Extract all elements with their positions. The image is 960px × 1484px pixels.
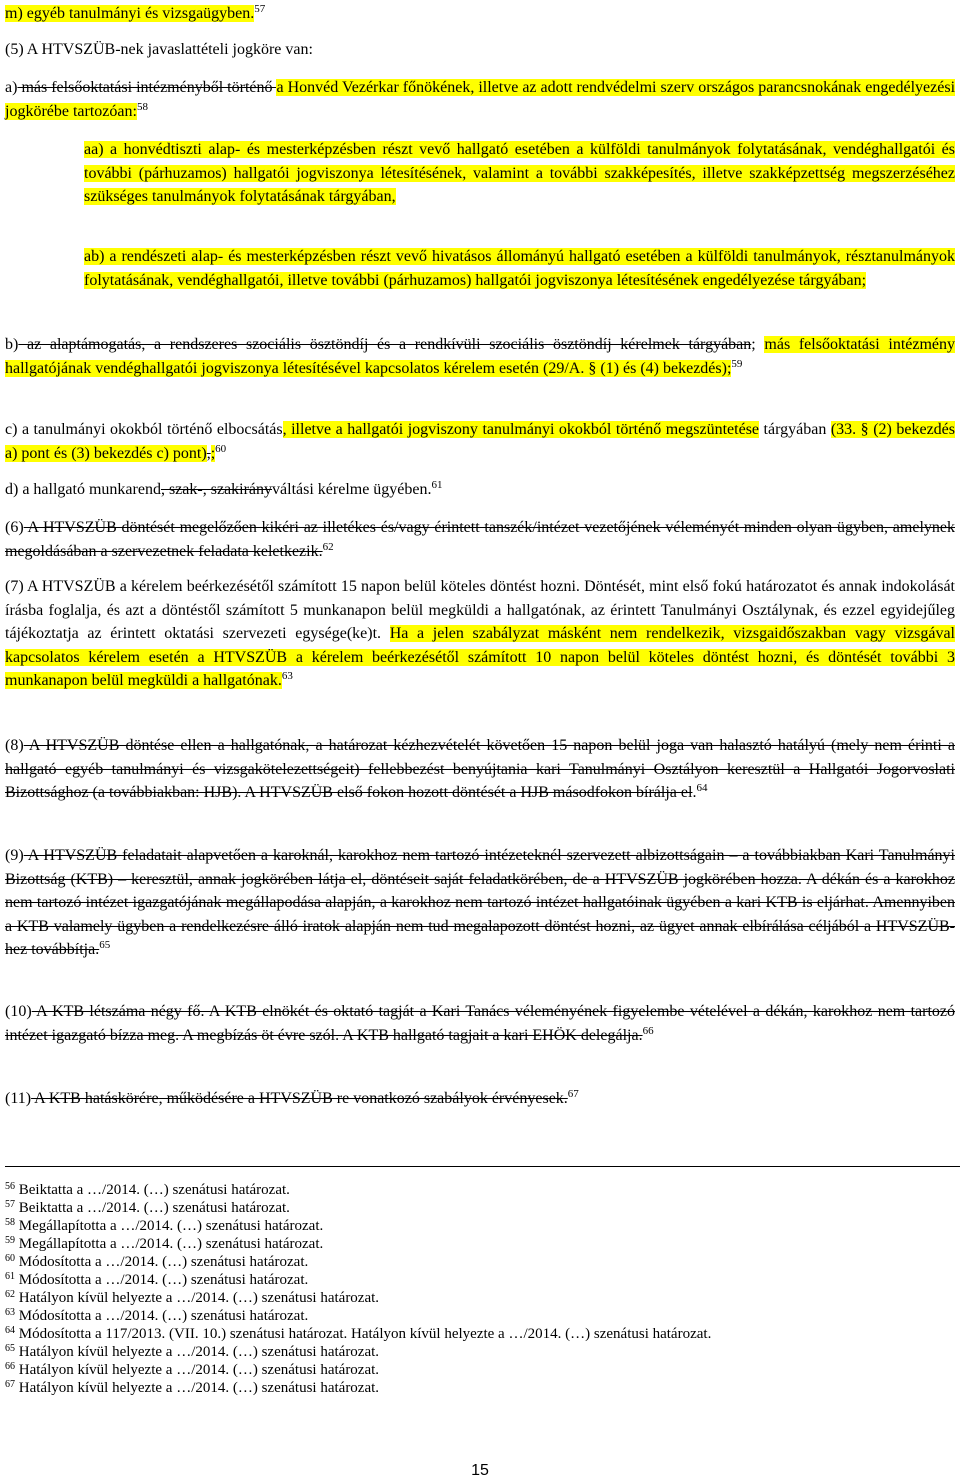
footnote-item: $^{60}$ Módosította a …/2014. (…) szenátusi határozat. [5,1253,309,1270]
paragraph-aa [84,138,955,209]
paragraph-10: (10) A KTB létszáma négy fő. A KTB elnökét és oktató tagját a Kari Tanács véleményének figyelembe vételével a dékán, karokhoz nem tartozó intézet igazgató bízza meg. A megbízás öt évre szól. A KTB hallgató tagjait a kari EHÖK delegálja.$^{66}$ [5,1003,955,1044]
footnotes [5,1181,960,1397]
page-number: 15 [471,1462,489,1479]
deleted-text: , szak-, szakirány [160,481,273,498]
footnote-ref: 67 [567,1088,579,1100]
deleted-text: A HTVSZÜB döntését megelőzően kikéri az illetékes és/vagy érintett tanszék/intézet vezetőjének véleményét minden olyan ügyben, amelynek megoldásában a szervezetnek feladata keletkezik. [5,519,955,560]
highlighted-text: m) egyéb tanulmányi és vizsgaügyben. [5,5,255,22]
footnote-item: $^{57}$ Beiktatta a …/2014. (…) szenátusi határozat. [5,1199,290,1216]
deleted-text: A HTVSZÜB feladatait alapvetően a karoknál, karokhoz nem tartozó intézeteknél szervezett albizottságain – a továbbiakban Kari Tanulmányi Bizottság (KTB) – keresztül, annak jogkörében látja el, döntéseit saját feladatkörében, de a HTVSZÜB jogkörében hozza. A dékán és a karokhoz nem tartozó intézet igazgatójának megállapodása alapján, a karokhoz nem tartozó intézet hallgatóinak ügyében a kari KTB is eljárhat. Amennyiben a KTB valamely ügyben a rendelkezésre álló iratok alapján nem tud megalapozott döntést hozni, az ügyet annak elbírálása céljából a HTVSZÜB-hez továbbítja. [5,847,955,958]
footnote-ref: 66 [642,1024,654,1037]
paragraph-ab [84,245,955,292]
footnote-ref: 65 [99,939,111,951]
paragraph-6: (6) A HTVSZÜB döntését megelőzően kikéri az illetékes és/vagy érintett tanszék/intézet vezetőjének véleményét minden olyan ügyben, amelynek megoldásában a szervezetnek feladata keletkezik.$^{62}$ [5,519,955,560]
paragraph-a: a) más felsőoktatási intézményből történő a Honvéd Vezérkar főnökének, illetve az adott rendvédelmi szerv országos parancsnokának engedélyezési jogkörébe tartozóan:$^{58}$ [5,79,956,120]
footnote-item: $^{59}$ Megállapította a …/2014. (…) szenátusi határozat. [5,1235,324,1252]
footnote-item: $^{66}$ Hatályon kívül helyezte a …/2014. (…) szenátusi határozat. [5,1361,380,1378]
footnote-item: $^{67}$ Hatályon kívül helyezte a …/2014. (…) szenátusi határozat. [5,1379,380,1396]
inserted-text: aa) a honvédtiszti alap- és mesterképzésben részt vevő hallgató esetében a külföldi tanulmányok folytatásának, vendéghallgatói és további (párhuzamos) hallgatói jogviszonya létesítésének, valamint a további szakképesítés, illetve szakképzettség megszerzéséhez szükséges tanulmányok folytatásának tárgyában, [84,141,955,205]
paragraph-m [5,2,955,26]
footnote-item: $^{65}$ Hatályon kívül helyezte a …/2014. (…) szenátusi határozat. [5,1343,380,1360]
paragraph-11: (11) A KTB hatáskörére, működésére a HTVSZÜB re vonatkozó szabályok érvényesek.$^{67}$ [5,1088,579,1107]
deleted-text: A KTB létszáma négy fő. A KTB elnökét és oktató tagját a Kari Tanács véleményének figyelembe vételével a dékán, karokhoz nem tartozó intézet igazgató bízza meg. A megbízás öt évre szól. A KTB hallgató tagjait a kari EHÖK delegálja. [5,1003,955,1044]
deleted-text: A HTVSZÜB döntése ellen a hallgatónak, a határozat kézhezvételét követően 15 napon belül joga van halasztó hatályú (mely nem érinti a hallgató egyéb tanulmányi és vizsgakötelezettségeit) fellebbezést benyújtania kari Tanulmányi Osztályon keresztül a Hallgatói Jogorvoslati Bizottsághoz (a továbbiakban: HJB). A HTVSZÜB első fokon hozott döntését a HJB másodfokon bírálja el [5,737,955,801]
footnote-ref: 59 [731,357,743,370]
footnote-item: $^{64}$ Módosította a 117/2013. (VII. 10.) szenátusi határozat. Hatályon kívül helyezte a …/2014. (…) szenátusi határozat. [5,1325,712,1342]
paragraph-9: (9) A HTVSZÜB feladatait alapvetően a karoknál, karokhoz nem tartozó intézeteknél szervezett albizottságain – a továbbiakban Kari Tanulmányi Bizottság (KTB) – keresztül, annak jogkörében látja el, döntéseit saját feladatkörében, de a HTVSZÜB jogkörében hozza. A dékán és a karokhoz nem tartozó intézet igazgatójának megállapodása alapján, a karokhoz nem tartozó intézet hallgatóinak ügyében a kari KTB is eljárhat. Amennyiben a KTB valamely ügyben a rendelkezésre álló iratok alapján nem tud megalapozott döntést hozni, az ügyet annak elbírálása céljából a HTVSZÜB-hez továbbítja.$^{65}$ [5,847,955,958]
footnote-item: $^{58}$ Megállapította a …/2014. (…) szenátusi határozat. [5,1217,324,1234]
footnote-item: $^{62}$ Hatályon kívül helyezte a …/2014. (…) szenátusi határozat. [5,1289,380,1306]
footnote-ref: 63 [281,670,293,682]
inserted-text: , illetve a hallgatói jogviszony tanulmányi okokból történő megszüntetése [282,421,760,438]
footnote-ref: 58 [136,100,148,113]
deleted-text: az alaptámogatás, a rendszeres szociális ösztöndíj és a rendkívüli szociális ösztöndíj kérelmek tárgyában [18,336,752,353]
footnote-separator [5,1166,960,1167]
paragraph-b: b) az alaptámogatás, a rendszeres szociális ösztöndíj és a rendkívüli szociális ösztöndíj kérelmek tárgyában; más felsőoktatási intézmény hallgatójának vendéghallgatói jogviszonya létesítésével kapcsolatos kérelem esetén (29/A. § (1) és (4) bekezdés);$^{59}$ [5,336,956,377]
deleted-text: más felsőoktatási intézményből történő [17,79,277,96]
footnote-ref: 64 [696,782,708,794]
footnote-ref: 62 [322,540,334,553]
footnote-ref: 60 [215,442,227,455]
inserted-text: a Honvéd Vezérkar főnökének, illetve az adott rendvédelmi szerv országos parancsnokának engedélyezési jogkörébe tartozóan [5,79,956,120]
paragraph-8: (8) A HTVSZÜB döntése ellen a hallgatónak, a határozat kézhezvételét követően 15 napon belül joga van halasztó hatályú (mely nem érinti a hallgató egyéb tanulmányi és vizsgakötelezettségeit) fellebbezést benyújtania kari Tanulmányi Osztályon keresztül a Hallgatói Jogorvoslati Bizottsághoz (a továbbiakban: HJB). A HTVSZÜB első fokon hozott döntését a HJB másodfokon bírálja el.$^{64}$ [5,737,955,801]
footnote-ref: 61 [431,479,443,491]
inserted-text: más felsőoktatási intézmény hallgatójának vendéghallgatói jogviszonya létesítésével kapcsolatos kérelem esetén (29/A. § (1) és (4) bekezdés); [5,336,956,377]
footnote-item: $^{63}$ Módosította a …/2014. (…) szenátusi határozat. [5,1307,309,1324]
footnote-item: $^{61}$ Módosította a …/2014. (…) szenátusi határozat. [5,1271,309,1288]
deleted-text: , [206,444,211,462]
inserted-text: Ha a jelen szabályzat másként nem rendelkezik, vizsgaidőszakban vagy vizsgával kapcsolatos kérelem esetén a HTVSZÜB a kérelem beérkezésétől számított 10 napon belül köteles döntést hozni, és döntését további 3 munkanapon belül megküldi a hallgatónak. [5,625,956,689]
inserted-text: (33. § (2) bekezdés a) pont és (3) bekezdés c) pont) [5,421,955,462]
paragraph-d: d) a hallgató munkarend, szak-, szakirányváltási kérelme ügyében.$^{61}$ [5,479,443,498]
paragraph-5: (5) A HTVSZÜB-nek javaslattételi jogköre van: [5,41,313,58]
deleted-text: A KTB hatáskörére, működésére a HTVSZÜB re vonatkozó szabályok érvényesek. [31,1090,568,1107]
footnote-ref: 57 [254,3,266,15]
footnote-item: $^{56}$ Beiktatta a …/2014. (…) szenátusi határozat. [5,1181,290,1198]
paragraph-7: (7) A HTVSZÜB a kérelem beérkezésétől számított 15 napon belül köteles döntést hozni. Döntését, mint első fokú határozatot és annak indokolását írásba foglalja, és azt a döntéstől számított 5 munkanapon belül megküldi a hallgatónak, az érintett Tanulmányi Osztálynak, és ezzel egyidejűleg tájékoztatja az érintett oktatási szervezeti egysége(ke)t. Ha a jelen szabályzat másként nem rendelkezik, vizsgaidőszakban vagy vizsgával kapcsolatos kérelem esetén a HTVSZÜB a kérelem beérkezésétől számított 10 napon belül köteles döntést hozni, és döntését további 3 munkanapon belül megküldi a hallgatónak.$^{63}$ [5,578,956,689]
paragraph-c: c) a tanulmányi okokból történő elbocsátás, illetve a hallgatói jogviszony tanulmányi okokból történő megszüntetése tárgyában (33. § (2) bekezdés a) pont és (3) bekezdés c) pont),;$^{60}$ [5,421,955,462]
inserted-text: ab) a rendészeti alap- és mesterképzésben részt vevő hivatásos állományú hallgató esetében a külföldi tanulmányok, résztanulmányok folytatásának, vendéghallgatói, illetve további (párhuzamos) hallgatói jogviszonya létesítésének engedélyezése tárgyában; [84,248,955,289]
